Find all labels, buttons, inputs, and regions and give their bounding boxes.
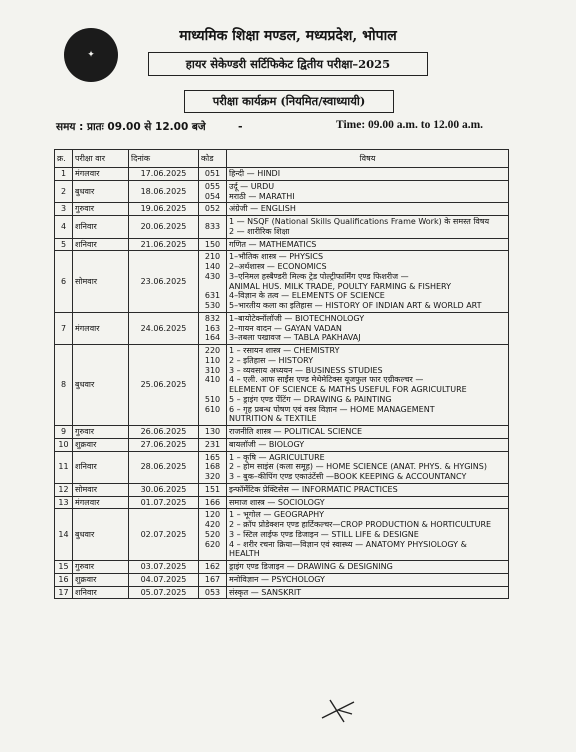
subject-line: NUTRITION & TEXTILE — [229, 414, 317, 424]
subject-code: 530 — [204, 301, 221, 310]
cell-day: शनिवार — [73, 216, 129, 239]
cell-date: 24.06.2025 — [129, 312, 199, 344]
subject-line: 3 – स्टिल लाईफ एण्ड डिजाइन — STILL LIFE & DESIGNE — [229, 529, 419, 539]
table-row — [55, 426, 509, 439]
cell-serial: 7 — [55, 312, 73, 344]
cell-day: मंगलवार — [73, 496, 129, 509]
cell-serial: 5 — [55, 238, 73, 251]
cell-codes — [199, 426, 227, 439]
cell-day: सोमवार — [73, 251, 129, 313]
header-date: दिनांक — [129, 150, 199, 168]
subject-code: 162 — [204, 562, 221, 571]
cell-day: मंगलवार — [73, 312, 129, 344]
subject-line: 5 – ड्राइंग एण्ड पेंटिंग — DRAWING & PAINTING — [229, 394, 392, 404]
subject-code — [201, 282, 224, 292]
header-day: परीक्षा वार — [73, 150, 129, 168]
subject-line: 1–बायोटेक्नॉलॉजी — BIOTECHNOLOGY — [229, 313, 365, 323]
subject-code — [201, 414, 224, 424]
cell-subjects — [227, 216, 509, 239]
subject-line: अंग्रेजी — ENGLISH — [229, 204, 296, 214]
subject-line: बायलॉजी — BIOLOGY — [229, 439, 305, 449]
subject-code: 631 — [204, 291, 221, 301]
cell-date: 21.06.2025 — [129, 238, 199, 251]
table-row — [55, 509, 509, 561]
subject-line: 1–भौतिक शास्त्र — PHYSICS — [229, 252, 324, 262]
cell-day: गुरुवार — [73, 426, 129, 439]
table-row — [55, 312, 509, 344]
table-row — [55, 203, 509, 216]
exam-title: हायर सेकेण्डरी सर्टिफिकेट द्वितीय परीक्षा–2025 — [148, 52, 428, 76]
cell-serial: 8 — [55, 345, 73, 426]
subject-code: 310 — [204, 365, 221, 375]
cell-day: शनिवार — [73, 451, 129, 483]
subject-line: 3 – बुक–कीपिंग एण्ड एकाउंटेंसी —BOOK KEEPING & ACCOUNTANCY — [229, 472, 467, 481]
cell-subjects — [227, 238, 509, 251]
subject-line: HEALTH — [229, 549, 260, 559]
subject-code: 051 — [204, 169, 221, 178]
subject-line: संस्कृत — SANSKRIT — [229, 587, 302, 597]
subject-code: 410 — [204, 375, 221, 385]
subject-line: मराठी — MARATHI — [229, 191, 295, 201]
table-row — [55, 586, 509, 599]
cell-codes — [199, 168, 227, 181]
subject-line: 5–भारतीय कला का इतिहास — HISTORY OF INDIAN ART & WORLD ART — [229, 301, 482, 310]
subject-line: 3–तबला पखावज — TABLA PAKHAVAJ — [229, 333, 361, 343]
cell-codes — [199, 451, 227, 483]
cell-date: 01.07.2025 — [129, 496, 199, 509]
cell-subjects — [227, 168, 509, 181]
subject-code: 220 — [204, 346, 221, 355]
subject-line: 4–विज्ञान के तत्व — ELEMENTS OF SCIENCE — [229, 291, 385, 301]
subject-line: ANIMAL HUS. MILK TRADE, POULTY FARMING & FISHERY — [229, 281, 451, 291]
subject-line: 1 – कृषि — AGRICULTURE — [229, 452, 325, 462]
cell-day: बुधवार — [73, 180, 129, 203]
cell-codes — [199, 496, 227, 509]
subject-code — [201, 385, 224, 395]
cell-date: 17.06.2025 — [129, 168, 199, 181]
subject-line: उर्दू — URDU — [229, 181, 275, 191]
subject-code — [201, 549, 224, 559]
cell-subjects — [227, 438, 509, 451]
cell-serial: 12 — [55, 483, 73, 496]
subject-line: 4 – एली. आफ साईंस एण्ड मेथेमेटिक्स यूजफुल फार एग्रीकल्चर — — [229, 375, 424, 385]
subject-line: 1 – रसायन शास्त्र — CHEMISTRY — [229, 346, 340, 355]
cell-date: 28.06.2025 — [129, 451, 199, 483]
cell-serial: 15 — [55, 561, 73, 574]
subject-code: 610 — [204, 404, 221, 414]
subject-line: हिन्दी — HINDI — [229, 169, 281, 178]
subject-line: इन्फॉर्मेटिक प्रेक्टिसेस — INFORMATIC PRACTICES — [229, 484, 398, 494]
subject-line: 6 – गृह प्रबन्ध पोषण एवं वस्त्र विज्ञान — HOME MANAGEMENT — [229, 404, 435, 414]
cell-date: 23.06.2025 — [129, 251, 199, 313]
subject-line: समाज शास्त्र — SOCIOLOGY — [229, 497, 325, 507]
cell-serial: 10 — [55, 438, 73, 451]
cell-serial: 13 — [55, 496, 73, 509]
board-emblem-icon: ✦ — [64, 28, 118, 82]
cell-subjects — [227, 451, 509, 483]
table-row — [55, 238, 509, 251]
subject-code: 430 — [204, 271, 221, 281]
cell-subjects — [227, 496, 509, 509]
cell-subjects — [227, 312, 509, 344]
subject-code: 231 — [204, 439, 221, 449]
subject-code: 168 — [204, 462, 221, 472]
table-row — [55, 561, 509, 574]
subject-code: 055 — [204, 181, 221, 191]
cell-serial: 6 — [55, 251, 73, 313]
subject-code: 420 — [204, 520, 221, 529]
subject-line: राजनीति शास्त्र — POLITICAL SCIENCE — [229, 427, 363, 436]
subject-code: 054 — [204, 191, 221, 201]
subject-code: 210 — [204, 252, 221, 262]
cell-serial: 3 — [55, 203, 73, 216]
cell-date: 18.06.2025 — [129, 180, 199, 203]
schedule-table — [54, 149, 509, 599]
cell-day: गुरुवार — [73, 203, 129, 216]
cell-date: 03.07.2025 — [129, 561, 199, 574]
subject-code: 520 — [204, 529, 221, 539]
subject-line: 2–गायन वादन — GAYAN VADAN — [229, 323, 342, 333]
cell-codes — [199, 509, 227, 561]
cell-date: 02.07.2025 — [129, 509, 199, 561]
cell-subjects — [227, 483, 509, 496]
cell-subjects — [227, 509, 509, 561]
cell-codes — [199, 345, 227, 426]
table-row — [55, 451, 509, 483]
subject-line: 1 – भूगोल — GEOGRAPHY — [229, 510, 325, 520]
signature-mark-icon — [318, 696, 358, 724]
subject-code: 130 — [204, 427, 221, 436]
cell-serial: 17 — [55, 586, 73, 599]
cell-subjects — [227, 203, 509, 216]
subject-line: 2 – क्रॉप प्रोडेक्शन एण्ड हार्टिकल्चर—CROP PRODUCTION & HORTICULTURE — [229, 520, 492, 529]
cell-day: शनिवार — [73, 586, 129, 599]
cell-day: शनिवार — [73, 238, 129, 251]
cell-day: शुक्रवार — [73, 573, 129, 586]
table-row — [55, 573, 509, 586]
time-hindi: समय : प्रातः 09.00 से 12.00 बजे — [56, 121, 206, 133]
cell-codes — [199, 251, 227, 313]
cell-date: 27.06.2025 — [129, 438, 199, 451]
cell-serial: 9 — [55, 426, 73, 439]
table-row — [55, 438, 509, 451]
time-separator: - — [238, 120, 243, 133]
subject-code: 053 — [204, 587, 221, 597]
subject-code: 120 — [204, 510, 221, 520]
subject-code: 165 — [204, 452, 221, 462]
cell-date: 30.06.2025 — [129, 483, 199, 496]
cell-serial: 4 — [55, 216, 73, 239]
subject-code: 833 — [204, 221, 221, 231]
cell-day: शुक्रवार — [73, 438, 129, 451]
subject-line: ELEMENT OF SCIENCE & MATHS USEFUL FOR AGRICULTURE — [229, 385, 467, 394]
cell-codes — [199, 586, 227, 599]
header-serial: क्र. — [55, 150, 73, 168]
table-header-row — [55, 150, 509, 168]
board-name: माध्यमिक शिक्षा मण्डल, मध्यप्रदेश, भोपाल — [179, 28, 397, 44]
cell-date: 19.06.2025 — [129, 203, 199, 216]
subject-code: 151 — [204, 484, 221, 494]
schedule-body — [55, 168, 509, 599]
subject-code: 150 — [204, 239, 221, 249]
subject-line: 2–अर्थशास्त्र — ECONOMICS — [229, 262, 327, 271]
cell-codes — [199, 312, 227, 344]
time-english: Time: 09.00 a.m. to 12.00 a.m. — [336, 119, 484, 131]
cell-subjects — [227, 586, 509, 599]
cell-codes — [199, 203, 227, 216]
table-row — [55, 180, 509, 203]
cell-subjects — [227, 426, 509, 439]
cell-serial: 16 — [55, 573, 73, 586]
subject-code: 164 — [204, 333, 221, 343]
subject-line: 2 — शारीरिक शिक्षा — [229, 226, 290, 236]
subject-code: 166 — [204, 497, 221, 507]
subject-code: 163 — [204, 323, 221, 333]
subject-line: 1 — NSQF (National Skills Qualifications Frame Work) के समस्त विषय — [229, 217, 490, 226]
cell-serial: 1 — [55, 168, 73, 181]
cell-serial: 11 — [55, 451, 73, 483]
cell-codes — [199, 238, 227, 251]
cell-date: 04.07.2025 — [129, 573, 199, 586]
cell-day: मंगलवार — [73, 168, 129, 181]
cell-subjects — [227, 345, 509, 426]
subject-code: 110 — [204, 355, 221, 365]
cell-codes — [199, 438, 227, 451]
program-title: परीक्षा कार्यक्रम (नियमित/स्वाध्यायी) — [184, 90, 394, 113]
cell-codes — [199, 561, 227, 574]
subject-code: 832 — [204, 313, 221, 323]
cell-codes — [199, 216, 227, 239]
cell-date: 26.06.2025 — [129, 426, 199, 439]
cell-date: 25.06.2025 — [129, 345, 199, 426]
subject-line: 2 – होम साइंस (कला समूह) — HOME SCIENCE (ANAT. PHYS. & HYGINS) — [229, 462, 487, 472]
cell-subjects — [227, 573, 509, 586]
header-subject: विषय — [227, 150, 509, 168]
subject-line: ड्राइंग एण्ड डिजाइन — DRAWING & DESIGNING — [229, 562, 393, 571]
subject-code: 320 — [204, 472, 221, 481]
table-row — [55, 496, 509, 509]
subject-code: 167 — [204, 574, 221, 584]
subject-code: 620 — [204, 539, 221, 549]
subject-line: 3–एनिमल हस्बैण्डरी मिल्क ट्रेड पोल्ट्रीफार्मिंग एण्ड फिशरीज — — [229, 271, 409, 281]
cell-day: बुधवार — [73, 345, 129, 426]
cell-subjects — [227, 180, 509, 203]
subject-line: 3 – व्यवसाय अध्ययन — BUSINESS STUDIES — [229, 365, 383, 375]
cell-day: गुरुवार — [73, 561, 129, 574]
header-code: कोड — [199, 150, 227, 168]
table-row — [55, 216, 509, 239]
table-row — [55, 483, 509, 496]
subject-line: 2 – इतिहास — HISTORY — [229, 355, 314, 365]
cell-serial: 14 — [55, 509, 73, 561]
subject-line: 4 – शरीर रचना क्रिया—विज्ञान एवं स्वास्थ्य — ANATOMY PHYSIOLOGY & — [229, 539, 467, 549]
table-row — [55, 168, 509, 181]
cell-subjects — [227, 561, 509, 574]
subject-code: 510 — [204, 394, 221, 404]
cell-date: 05.07.2025 — [129, 586, 199, 599]
subject-code: 140 — [204, 262, 221, 271]
cell-serial: 2 — [55, 180, 73, 203]
cell-codes — [199, 573, 227, 586]
cell-codes — [199, 180, 227, 203]
cell-date: 20.06.2025 — [129, 216, 199, 239]
cell-subjects — [227, 251, 509, 313]
subject-code: 052 — [204, 204, 221, 214]
cell-day: सोमवार — [73, 483, 129, 496]
subject-line: गणित — MATHEMATICS — [229, 239, 317, 249]
cell-codes — [199, 483, 227, 496]
subject-line: मनोविज्ञान — PSYCHOLOGY — [229, 574, 325, 584]
cell-day: बुधवार — [73, 509, 129, 561]
table-row — [55, 345, 509, 426]
table-row — [55, 251, 509, 313]
